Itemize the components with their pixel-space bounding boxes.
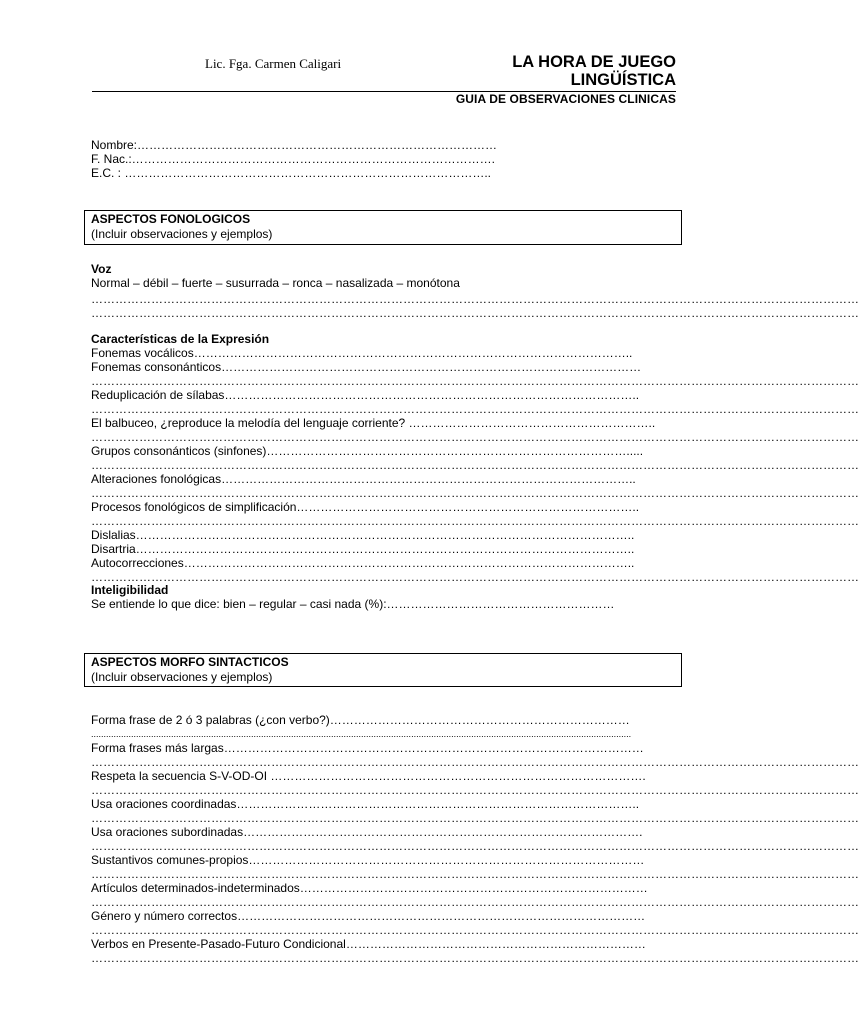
answer-line[interactable]: ………………………………………………………………………………………………………………………………………………………………………… (91, 514, 859, 528)
expresion-label: Características de la Expresión (91, 332, 270, 346)
articulos-field[interactable]: Artículos determinados-indeterminados…………………………………………………………………………… (91, 881, 648, 895)
answer-line[interactable]: ………………………………………………………………………………………………………………………………………………………………………… (91, 783, 859, 797)
author-name: Lic. Fga. Carmen Caligari (205, 56, 342, 71)
autocorrecciones-field[interactable]: Autocorrecciones………………………………………………………………………………………………….. (91, 556, 635, 570)
dislalias-field[interactable]: Dislalias…………………………………………………………………………………………………………….. (91, 528, 635, 542)
voz-answer-line[interactable]: ………………………………………………………………………………………………………………………………………………………………………… (91, 306, 859, 320)
subordinadas-field[interactable]: Usa oraciones subordinadas………………………………………………………………………………………. (91, 825, 643, 839)
answer-line[interactable]: ………………………………………………………………………………………………………………………………………………………………………… (91, 430, 859, 444)
section-subheading-morfosintacticos: (Incluir observaciones y ejemplos) (91, 670, 273, 684)
sustantivos-field[interactable]: Sustantivos comunes-propios……………………………………………………………………………………… (91, 853, 645, 867)
procesos-field[interactable]: Procesos fonológicos de simplificación………………………………………………………………………….. (91, 500, 640, 514)
section-subheading-fonologicos: (Incluir observaciones y ejemplos) (91, 227, 273, 241)
reduplicacion-field[interactable]: Reduplicación de sílabas………………………………………………………………………………………….. (91, 388, 640, 402)
answer-line[interactable]: ………………………………………………………………………………………………………………………………………………………………………… (91, 402, 859, 416)
ec-field[interactable]: E.C. : ……………………………………………………………………………….. (91, 166, 492, 180)
verbos-field[interactable]: Verbos en Presente-Pasado-Futuro Condicional………………………………………………………………… (91, 937, 646, 951)
answer-line[interactable]: ………………………………………………………………………………………………………………………………………………………………………… (91, 811, 859, 825)
forma-frase-field[interactable]: Forma frase de 2 ó 3 palabras (¿con verbo?)………………………………………………………………… (91, 713, 630, 727)
answer-line[interactable]: ………………………………………………………………………………………………………………………………………………………………………… (91, 895, 859, 909)
genero-field[interactable]: Género y número correctos………………………………………………………………………………………… (91, 909, 646, 923)
nombre-field[interactable]: Nombre:……………………………………………………………………………… (91, 138, 498, 152)
alteraciones-field[interactable]: Alteraciones fonológicas………………………………………………………………………………………….. (91, 472, 636, 486)
fonemas-vocalicos-field[interactable]: Fonemas vocálicos……………………………………………………………………………………………….. (91, 346, 633, 360)
coordinadas-field[interactable]: Usa oraciones coordinadas……………………………………………………………………………………….. (91, 797, 640, 811)
voz-options: Normal – débil – fuerte – susurrada – ronca – nasalizada – monótona (91, 276, 460, 290)
grupos-consonanticos-field[interactable]: Grupos consonánticos (sinfones)………………………………………………………………………………..... (91, 444, 644, 458)
section-heading-morfosintacticos: ASPECTOS MORFO SINTACTICOS (91, 655, 289, 669)
document-title-line1: LA HORA DE JUEGO (512, 53, 676, 71)
answer-line[interactable]: ………………………………………………………………………………………………………………………………………………………………………… (91, 923, 859, 937)
voz-label: Voz (91, 262, 112, 276)
fnac-field[interactable]: F. Nac.:………………………………………………………………………………. (91, 152, 496, 166)
section-heading-fonologicos: ASPECTOS FONOLOGICOS (91, 212, 251, 226)
disartria-field[interactable]: Disartria…………………………………………………………………………………………………………….. (91, 542, 635, 556)
section-box-morfosintacticos (84, 653, 682, 687)
document-subtitle: GUIA DE OBSERVACIONES CLINICAS (455, 92, 676, 106)
secuencia-field[interactable]: Respeta la secuencia S-V-OD-OI …………………………………………………………………………………. (91, 769, 646, 783)
answer-line[interactable]: ………………………………………………………………………………………………………………………………………………………………………… (91, 755, 859, 769)
fonemas-consonanticos-field[interactable]: Fonemas consonánticos…………………………………………………………………………………………… (91, 360, 642, 374)
inteligibilidad-label: Inteligibilidad (91, 583, 169, 597)
answer-line[interactable]: ………………………………………………………………………………………………………………………………………………………………………… (91, 486, 859, 500)
document-title-line2: LINGÜÍSTICA (570, 71, 676, 89)
section-box-fonologicos (84, 210, 682, 245)
voz-answer-line[interactable]: ………………………………………………………………………………………………………………………………………………………………………… (91, 292, 859, 306)
answer-line[interactable]: ………………………………………………………………………………………………………………………………………………………………………… (91, 839, 859, 853)
answer-line[interactable]: ………………………………………………………………………………………………………………………………………………………………………… (91, 458, 859, 472)
answer-line[interactable]: ........................................................................................................................................................................................................................ (91, 729, 632, 739)
answer-line[interactable]: ………………………………………………………………………………………………………………………………………………………………………… (91, 374, 859, 388)
answer-line[interactable]: ………………………………………………………………………………………………………………………………………………………………………… (91, 867, 859, 881)
answer-line[interactable]: ………………………………………………………………………………………………………………………………………………………………………… (91, 951, 859, 965)
answer-line[interactable]: ………………………………………………………………………………………………………………………………………………………………………… (91, 570, 859, 584)
inteligibilidad-field[interactable]: Se entiende lo que dice: bien – regular – casi nada (%):………………………………………………… (91, 597, 615, 611)
balbuceo-field[interactable]: El balbuceo, ¿reproduce la melodía del lenguaje corriente? …………………………………………………….. (91, 416, 656, 430)
frases-largas-field[interactable]: Forma frases más largas…………………………………………………………………………………………… (91, 741, 644, 755)
